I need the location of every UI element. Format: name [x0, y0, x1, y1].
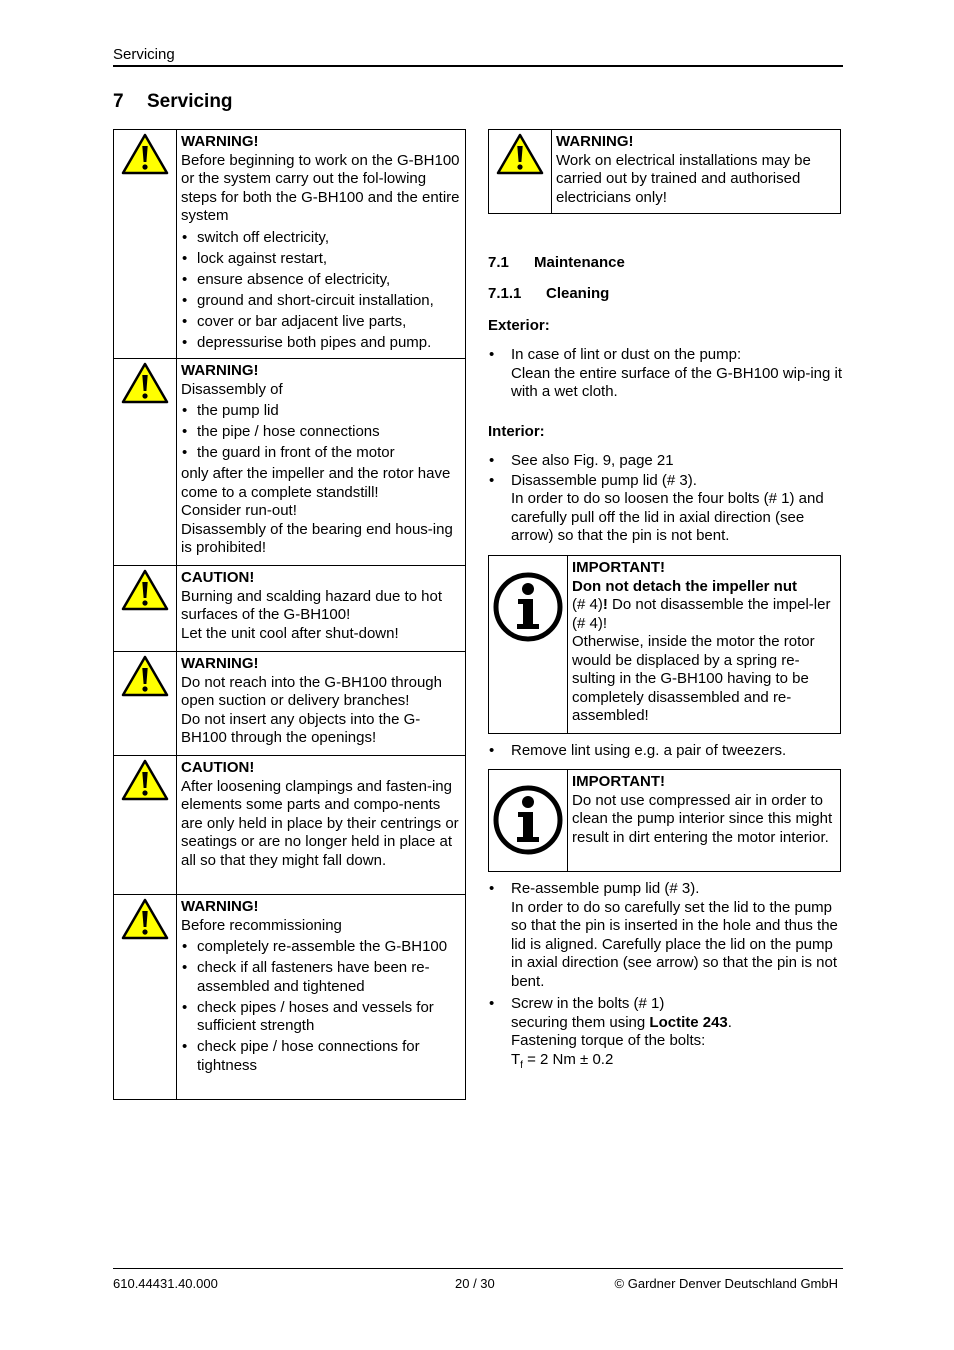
header-rule [113, 65, 843, 67]
interior-label: Interior: [488, 423, 545, 440]
section-title: Servicing [147, 91, 233, 112]
footer-page-number: 20 / 30 [455, 1276, 495, 1291]
notice-paragraph: Work on electrical installations may be carried out by trained and authorised electricians only! [556, 151, 811, 206]
notice-paragraph: Burning and scalding hazard due to hot surfaces of the G-BH100! [181, 587, 443, 623]
notice-title: WARNING! [181, 362, 259, 379]
notice-row [114, 130, 466, 359]
notice-paragraph [572, 596, 836, 633]
notice-list [181, 402, 461, 463]
torque-value [511, 1051, 842, 1070]
info-icon [492, 571, 564, 643]
notice-paragraph: Disassembly of the bearing end hous-ing is prohibited! [181, 520, 453, 556]
notice-paragraph: Consider run-out! [181, 502, 297, 519]
important-air-table [488, 769, 841, 872]
notice-row [114, 566, 466, 652]
safety-notices-table [113, 129, 466, 1100]
list-item-line: In order to do so carefully set the lid to the pump so that the pin is inserted in the hole and thus the lid is aligned. Carefully place the lid on the pump in axial direction (see arrow) so that the pin is not bent. [511, 898, 838, 990]
section-heading [113, 90, 233, 114]
notice-intro: Before recommissioning [181, 916, 342, 934]
notice-title: WARNING! [181, 898, 259, 915]
list-item: • the pump lid [181, 402, 461, 421]
notice-title: WARNING! [556, 133, 634, 150]
list-item: • lock against restart, [181, 250, 461, 269]
exterior-list [488, 346, 842, 403]
notice-row [114, 895, 466, 1100]
list-item-line: • Re-assemble pump lid (# 3). [511, 880, 700, 897]
notice-list [181, 229, 461, 353]
list-item: • the pipe / hose connections [181, 423, 461, 442]
notice-text [568, 556, 841, 734]
inline-text: (# 4) [572, 596, 603, 613]
list-item [488, 346, 842, 402]
list-item: • cover or bar adjacent live parts, [181, 313, 461, 332]
section-number: 7 [113, 91, 124, 112]
list-item-line: • Screw in the bolts (# 1) [511, 995, 665, 1012]
notice-title: IMPORTANT! [572, 559, 666, 576]
notice-text [568, 770, 841, 872]
list-item: • Remove lint using e.g. a pair of tweezers. [488, 742, 842, 761]
inline-bold: ! [602, 596, 608, 613]
list-item-line [511, 1014, 842, 1033]
warning-triangle-icon [121, 569, 169, 611]
inline-text: . [727, 1013, 732, 1031]
product-name: Loctite 243 [649, 1013, 728, 1031]
notice-intro: Disassembly of [181, 380, 283, 398]
list-item-line: Clean the entire surface of the G-BH100 wip-ing it with a wet cloth. [511, 364, 843, 400]
notice-paragraph: After loosening clampings and fasten-ing elements some parts and compo-nents are only held in place by their centrings or seatings or are no longer held in place at all so that they might fall down. [181, 777, 459, 869]
list-item: • the guard in front of the motor [181, 444, 461, 463]
inline-text: Do not disassemble the impel-ler (# 4)! [572, 596, 831, 632]
subscript: f [520, 1059, 523, 1071]
notice-paragraph: only after the impeller and the rotor have come to a complete standstill! [181, 465, 451, 501]
notice-title: CAUTION! [181, 569, 255, 586]
list-item: • check pipe / hose connections for tightness [181, 1038, 461, 1075]
heading-cleaning [488, 285, 609, 304]
heading-title: Maintenance [534, 254, 625, 271]
notice-paragraph: Let the unit cool after shut-down! [181, 624, 399, 642]
notice-icon-cell [114, 756, 177, 895]
electrical-warning-table [488, 129, 841, 214]
list-item [488, 472, 842, 546]
warning-triangle-icon [121, 655, 169, 697]
notice-icon-cell [489, 556, 568, 734]
notice-paragraph: Do not use compressed air in order to clean the pump interior since this might result in dirt entering the motor interior. [572, 791, 833, 846]
notice-text [177, 895, 466, 1100]
list-item-line: • Disassemble pump lid (# 3). [511, 471, 697, 489]
notice-title: CAUTION! [181, 759, 255, 776]
list-item: • check pipes / hoses and vessels for sufficient strength [181, 999, 461, 1036]
inline-text: T [511, 1050, 521, 1068]
notice-icon-cell [114, 652, 177, 756]
list-item-line: Fastening torque of the bolts: [511, 1032, 706, 1049]
warning-triangle-icon [496, 133, 544, 175]
inline-text: = 2 Nm ± 0.2 [522, 1050, 614, 1068]
notice-row [489, 130, 841, 214]
important-impeller-table [488, 555, 841, 734]
notice-icon-cell [489, 130, 552, 214]
running-header: Servicing [113, 46, 175, 63]
list-item: • depressurise both pipes and pump. [181, 334, 461, 353]
notice-emphasis: Don not detach the impeller nut [572, 577, 798, 595]
footer-doc-number: 610.44431.40.000 [113, 1276, 218, 1291]
notice-text [552, 130, 841, 214]
notice-row [489, 556, 841, 734]
inline-text: securing them using [511, 1013, 650, 1031]
heading-number: 7.1.1 [488, 285, 522, 302]
exterior-label: Exterior: [488, 317, 550, 334]
heading-number: 7.1 [488, 254, 509, 271]
list-item: • switch off electricity, [181, 229, 461, 248]
list-item [488, 995, 842, 1069]
list-item: • completely re-assemble the G-BH100 [181, 938, 461, 957]
warning-triangle-icon [121, 759, 169, 801]
list-item [488, 880, 842, 991]
notice-row [489, 770, 841, 872]
notice-icon-cell [114, 130, 177, 359]
notice-paragraph: Do not insert any objects into the G-BH100 through the openings! [181, 710, 421, 746]
heading-title: Cleaning [546, 285, 610, 302]
notice-text [177, 652, 466, 756]
notice-row [114, 652, 466, 756]
notice-paragraph: Do not reach into the G-BH100 through open suction or delivery branches! [181, 673, 442, 709]
notice-icon-cell [114, 566, 177, 652]
info-icon [492, 784, 564, 856]
notice-paragraph: Otherwise, inside the motor the rotor would be displaced by a spring re-sulting in the G-BH100 having to be completely disassembled and re-assembled! [572, 633, 815, 724]
notice-intro: Before beginning to work on the G-BH100 or the system carry out the fol-lowing steps for both the G-BH100 and the entire system [181, 151, 460, 224]
notice-text [177, 359, 466, 566]
notice-text [177, 130, 466, 359]
list-item: • ensure absence of electricity, [181, 271, 461, 290]
list-item-line: In order to do so loosen the four bolts (# 1) and carefully pull off the lid in axial direction (see arrow) so that the pin is not bent. [511, 490, 824, 544]
notice-row [114, 359, 466, 566]
notice-row [114, 756, 466, 895]
notice-icon-cell [114, 895, 177, 1100]
warning-triangle-icon [121, 898, 169, 940]
notice-title: WARNING! [181, 655, 259, 672]
notice-icon-cell [489, 770, 568, 872]
footer-rule [113, 1268, 843, 1269]
notice-text [177, 566, 466, 652]
warning-triangle-icon [121, 133, 169, 175]
list-item: • ground and short-circuit installation, [181, 292, 461, 311]
tweezers-list [488, 742, 842, 762]
list-item-line: • In case of lint or dust on the pump: [511, 346, 742, 363]
notice-title: WARNING! [181, 133, 259, 150]
interior-list [488, 452, 842, 547]
notice-text [177, 756, 466, 895]
reassembly-list [488, 880, 842, 1070]
list-item: • See also Fig. 9, page 21 [488, 452, 842, 471]
heading-maintenance [488, 254, 625, 273]
footer-copyright: © Gardner Denver Deutschland GmbH [614, 1276, 838, 1291]
notice-title: IMPORTANT! [572, 773, 666, 790]
warning-triangle-icon [121, 362, 169, 404]
list-item: • check if all fasteners have been re-assembled and tightened [181, 959, 461, 996]
notice-icon-cell [114, 359, 177, 566]
notice-list [181, 938, 461, 1075]
